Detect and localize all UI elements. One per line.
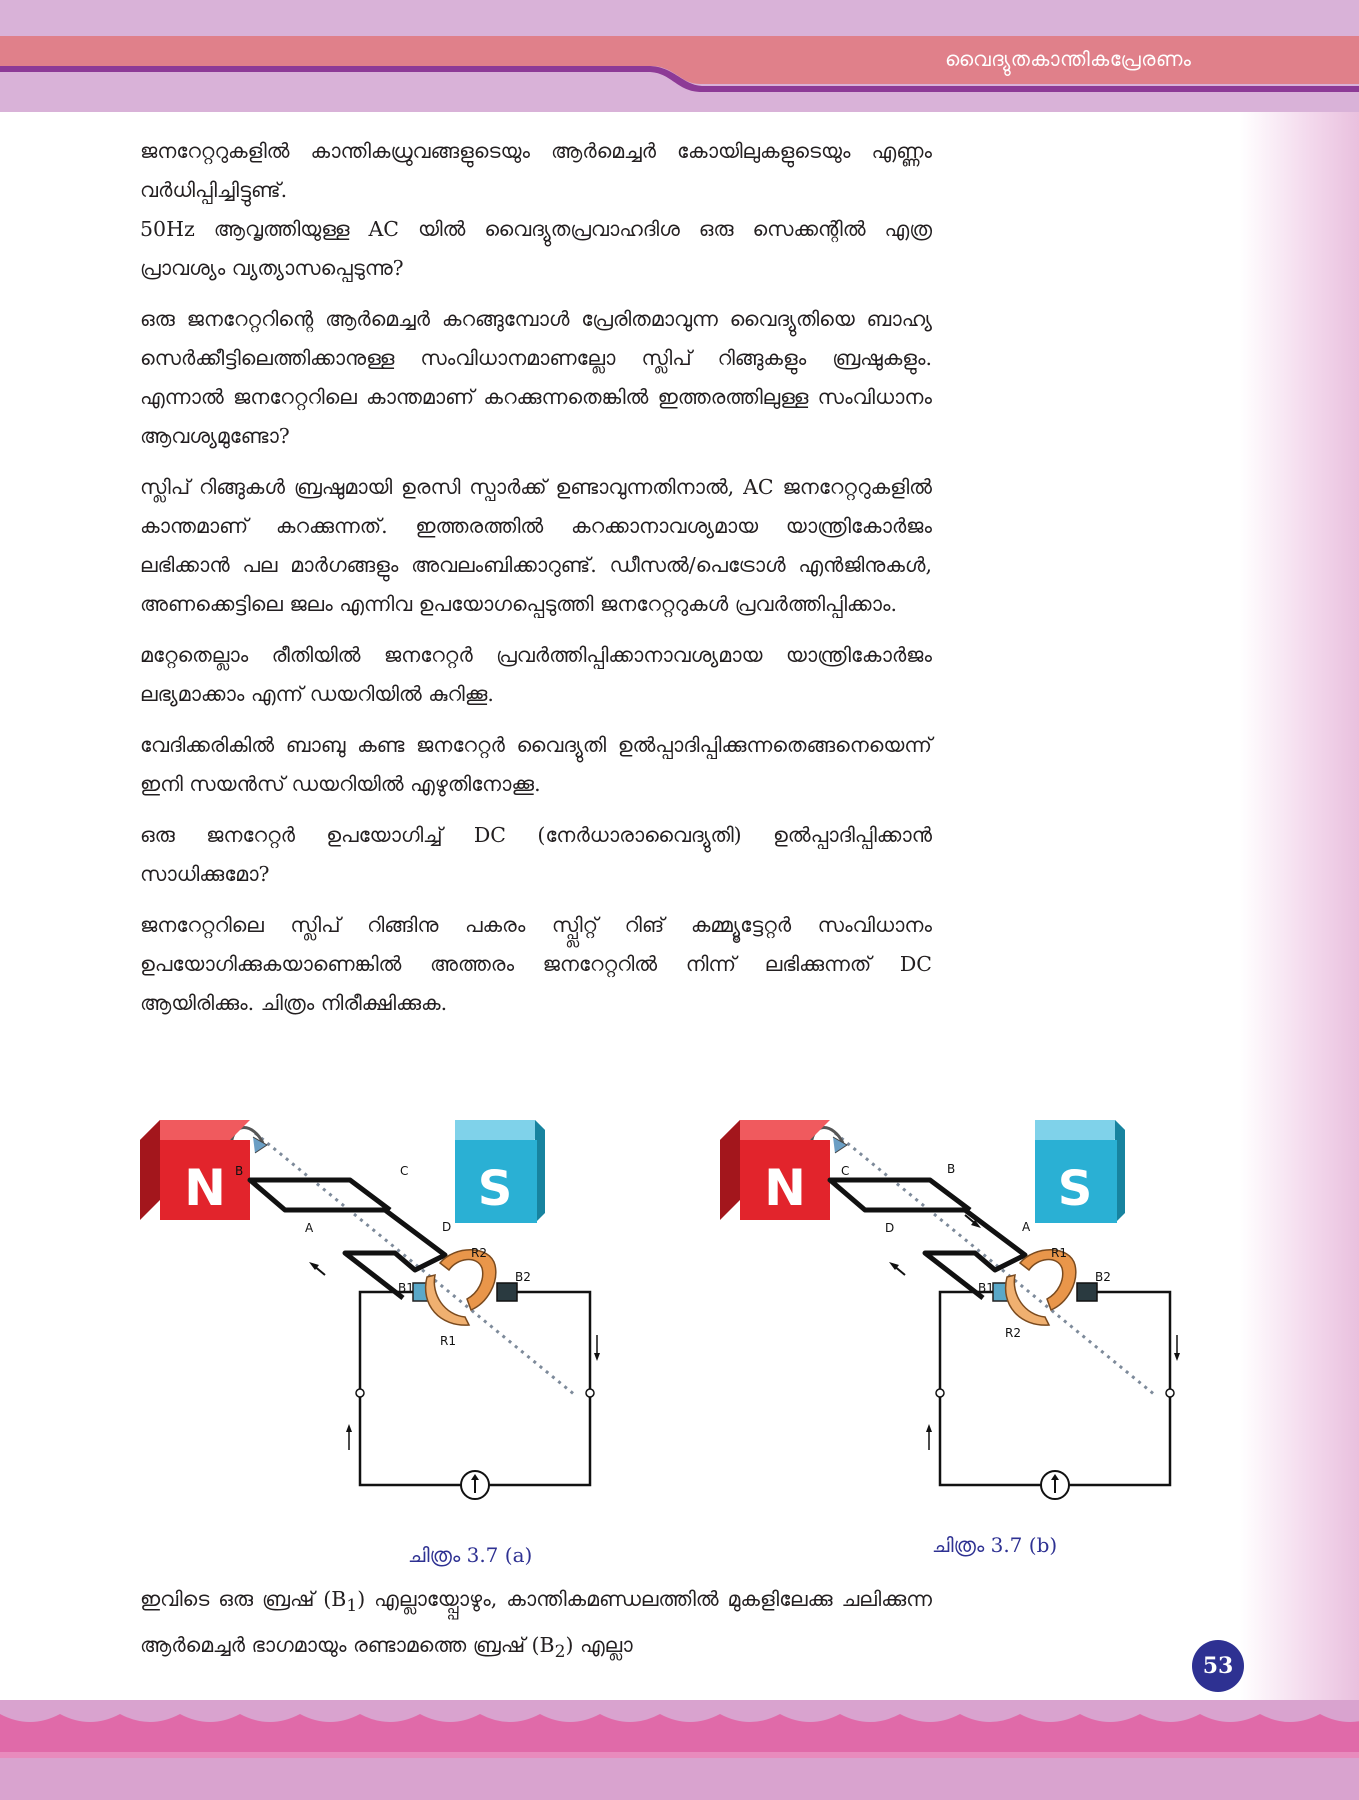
brush-b2 bbox=[497, 1283, 517, 1301]
circuit-wire-right bbox=[1097, 1292, 1170, 1395]
bottom-paragraph bbox=[140, 1580, 932, 1672]
paragraph-3: ഒരു ജനറേറ്ററിന്റെ ആർമെച്ചർ കറങ്ങുമ്പോൾ പ്രേരിതമാവുന്ന വൈദ്യുതിയെ ബാഹ്യ സെർക്കീട്ടിലെത്തിക്കാനുള്ള സംവിധാനമാണല്ലോ സ്ലിപ് റിങ്ങുകളും ബ്രഷുകളും. എന്നാൽ ജനറേറ്ററിലെ കാന്തമാണ് കറക്കുന്നതെങ്കിൽ ഇത്തരത്തിലുള്ള സംവിധാനം ആവശ്യമുണ്ടോ? bbox=[140, 307, 932, 448]
coil-label-d: D bbox=[885, 1221, 895, 1235]
split-ring-r2 bbox=[440, 1250, 496, 1310]
caption-figure-b: ചിത്രം 3.7 (b) bbox=[932, 1533, 1058, 1557]
current-arrowhead-right bbox=[1174, 1353, 1180, 1361]
figure-3-7a-dc-generator bbox=[135, 1115, 615, 1535]
coil-label-c: C bbox=[841, 1164, 850, 1178]
north-magnet-side bbox=[720, 1120, 740, 1220]
right-margin-gradient bbox=[1240, 110, 1359, 1700]
bottom-text-part-1: ഇവിടെ ഒരു ബ്രഷ് (B bbox=[140, 1587, 347, 1611]
paragraph-1: ജനറേറ്ററുകളിൽ കാന്തികധ്രുവങ്ങളുടെയും ആർമെച്ചർ കോയിലുകളുടെയും എണ്ണം വർധിപ്പിച്ചിട്ടുണ്ട്. bbox=[140, 139, 932, 202]
armature-coil bbox=[830, 1180, 1025, 1298]
brush-label-b2: B2 bbox=[1095, 1270, 1111, 1284]
south-magnet-top bbox=[1035, 1120, 1125, 1143]
terminal-right bbox=[1166, 1389, 1174, 1397]
current-arrowhead-left bbox=[926, 1424, 932, 1432]
paragraph-6: വേദിക്കരികിൽ ബാബു കണ്ട ജനറേറ്റർ വൈദ്യുതി ഉൽപ്പാദിപ്പിക്കുന്നതെങ്ങനെയെന്ന് ഇനി സയൻസ് ഡയറിയിൽ എഴുതിനോക്കൂ. bbox=[140, 733, 932, 796]
paragraph-5: മറ്റേതെല്ലാം രീതിയിൽ ജനറേറ്റർ പ്രവർത്തിപ്പിക്കാനാവശ്യമായ യാന്ത്രികോർജം ലഭ്യമാക്കാം എന്ന് ഡയറിയിൽ കുറിക്കൂ. bbox=[140, 643, 932, 706]
chapter-title: വൈദ്യുതകാന്തികപ്രേരണം bbox=[945, 47, 1192, 71]
current-arrowhead-right bbox=[594, 1353, 600, 1361]
coil-label-b: B bbox=[235, 1164, 244, 1178]
circuit-wire-left-top bbox=[940, 1292, 993, 1327]
circuit-wire-bottom bbox=[940, 1327, 1170, 1485]
ring-label-r2: R2 bbox=[471, 1246, 487, 1260]
brush-b2 bbox=[1077, 1283, 1097, 1301]
paragraph-4: സ്ലിപ് റിങ്ങുകൾ ബ്രഷുമായി ഉരസി സ്പാർക്ക് ഉണ്ടാവുന്നതിനാൽ, AC ജനറേറ്ററുകളിൽ കാന്തമാണ് കറക്കുന്നത്. ഇത്തരത്തിൽ കറക്കാനാവശ്യമായ യാന്ത്രികോർജം ലഭിക്കാൻ പല മാർഗങ്ങളും അവലംബിക്കാറുണ്ട്. ഡീസൽ/പെട്രോൾ എൻജിനുകൾ, അണക്കെട്ടിലെ ജലം എന്നിവ ഉപയോഗപ്പെടുത്തി ജനറേറ്ററുകൾ പ്രവർത്തിപ്പിക്കാം. bbox=[140, 475, 932, 616]
circuit-wire-right bbox=[517, 1292, 590, 1395]
caption-figure-a: ചിത്രം 3.7 (a) bbox=[408, 1543, 533, 1567]
north-label: N bbox=[764, 1159, 806, 1217]
ring-label-r1: R1 bbox=[440, 1334, 456, 1348]
circuit-wire-left-top bbox=[360, 1292, 413, 1327]
south-magnet-top bbox=[455, 1120, 545, 1143]
terminal-left bbox=[356, 1389, 364, 1397]
coil-label-a: A bbox=[305, 1221, 314, 1235]
coil-label-b: B bbox=[947, 1162, 956, 1176]
north-label: N bbox=[184, 1159, 226, 1217]
coil-label-c: C bbox=[400, 1164, 409, 1178]
subscript-1: 1 bbox=[346, 1596, 358, 1617]
bottom-text bbox=[140, 1580, 932, 1684]
ring-label-r1: R1 bbox=[1051, 1246, 1067, 1260]
main-text bbox=[140, 132, 932, 1035]
terminal-left bbox=[936, 1389, 944, 1397]
subscript-2: 2 bbox=[554, 1642, 566, 1663]
split-ring-r1 bbox=[1020, 1250, 1076, 1310]
coil-label-a: A bbox=[1022, 1220, 1031, 1234]
armature-coil bbox=[250, 1180, 445, 1298]
figure-3-7b-dc-generator bbox=[715, 1115, 1195, 1535]
brush-label-b1: B1 bbox=[978, 1281, 994, 1295]
footer-stripe bbox=[0, 1752, 1359, 1758]
bottom-text-part-3: ) എല്ലാ bbox=[565, 1633, 633, 1658]
ring-label-r2: R2 bbox=[1005, 1326, 1021, 1340]
page-number: 53 bbox=[1192, 1640, 1244, 1692]
footer-band bbox=[0, 1700, 1359, 1800]
circuit-wire-bottom bbox=[360, 1327, 590, 1485]
paragraph-8: ജനറേറ്ററിലെ സ്ലിപ് റിങ്ങിനു പകരം സ്പ്ലിറ്റ് റിങ് കമ്മ്യൂട്ടേറ്റർ സംവിധാനം ഉപയോഗിക്കുകയാണെങ്കിൽ അത്തരം ജനറേറ്ററിൽ നിന്ന് ലഭിക്കുന്നത് DC ആയിരിക്കും. ചിത്രം നിരീക്ഷിക്കുക. bbox=[140, 913, 932, 1015]
paragraph-7: ഒരു ജനറേറ്റർ ഉപയോഗിച്ച് DC (നേർധാരാവൈദ്യുതി) ഉൽപ്പാദിപ്പിക്കാൻ സാധിക്കുമോ? bbox=[140, 823, 932, 886]
split-ring-r2 bbox=[1006, 1275, 1049, 1325]
bottom-text-part-2: ) എല്ലായ്പ്പോഴും, കാന്തികമണ്ഡലത്തിൽ മുകളിലേക്കു ചലിക്കുന്ന ആർമെച്ചർ ഭാഗമായും രണ്ടാമത്തെ ബ്രഷ് (B bbox=[140, 1587, 932, 1658]
terminal-right bbox=[586, 1389, 594, 1397]
current-arrowhead-left bbox=[346, 1424, 352, 1432]
brush-label-b2: B2 bbox=[515, 1270, 531, 1284]
coil-label-d: D bbox=[442, 1220, 452, 1234]
south-label: S bbox=[477, 1161, 513, 1217]
paragraph-2: 50Hz ആവൃത്തിയുള്ള AC യിൽ വൈദ്യുതപ്രവാഹദിശ ഒരു സെക്കന്റിൽ എത്ര പ്രാവശ്യം വ്യത്യാസപ്പെടുന്നു? bbox=[140, 217, 932, 280]
brush-label-b1: B1 bbox=[398, 1281, 414, 1295]
split-ring-r1 bbox=[426, 1275, 469, 1325]
north-magnet-side bbox=[140, 1120, 160, 1220]
south-label: S bbox=[1057, 1161, 1093, 1217]
